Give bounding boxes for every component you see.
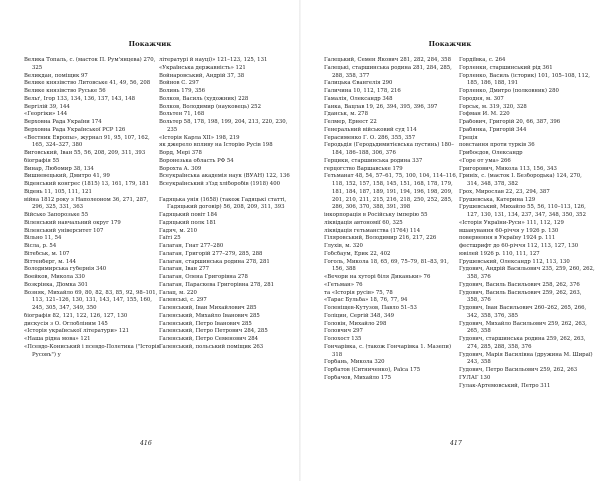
index-entry: Грушевський, Михайло 55, 56, 110–113, 126, 127, 130, 131, 134, 237, 347, 348, 350, 352: [459, 204, 586, 218]
index-entry: Гудович, старшинська родина 259, 262, 263, 274, 285, 288, 358, 376: [459, 336, 586, 350]
index-entry: Велика Топаль, с. (масток П. Рум'янцева) 270, 325: [24, 57, 156, 71]
index-entry: Грабович, Григорій 20, 66, 387, 396: [459, 119, 561, 125]
index-entry: Возняк, Михайло 69, 80, 82, 83, 85, 92, 98–101, 113, 121–126, 130, 131, 143, 147, 155, 160, 245, 305, 347, 349, 350: [24, 289, 158, 311]
index-entry: Галенський, Петро Іванович 285: [159, 320, 252, 327]
index-entry: Галенський, Петро Семенович 284: [159, 336, 259, 342]
index-entry: «Вестник Европы», журнал 91, 95, 107, 162, 165, 324–327, 380: [24, 134, 150, 149]
index-entry: Ворохта А. 309: [159, 165, 202, 172]
index-entry: Володимирська губернія 340: [24, 266, 107, 273]
page-header: Покажчик: [128, 40, 172, 48]
index-entry: Військо Запорозьке 55: [24, 212, 89, 218]
index-entry: Виговський, Іван 55, 56, 208, 209, 311, 393: [24, 150, 146, 156]
index-entry: Голеніщев-Кутузов, Павло 51–53: [324, 305, 417, 311]
index-entry: Гофман И. М. 220: [459, 111, 510, 118]
index-entry: Галицька Євангелія 290: [324, 80, 393, 87]
index-entry: літературі й науці)» 121–123, 125, 131: [159, 57, 268, 63]
index-entry: ліквідація гетьманства (1764) 114: [324, 227, 421, 234]
right-page: [300, 0, 600, 481]
index-entry: Гудович, Іван Васильович 260–262, 265, 266, 342, 358, 376, 385: [459, 305, 587, 319]
index-entry: вшанування 60-річчя у 1926 р. 130: [459, 227, 559, 234]
index-entry: біографія 82, 121, 122, 126, 127, 130: [24, 312, 128, 319]
index-entry: Воейков, Микола 330: [24, 274, 85, 280]
index-entry: Галаган, Олена Григорівна 278: [159, 274, 248, 280]
index-entry: Гіляровський, Володимир 216, 217, 226: [324, 235, 437, 242]
index-entry: «Наша рідна мова» 121: [24, 336, 91, 342]
index-entry: Галаган, старшинська родина 278, 281: [159, 258, 270, 265]
index-entry: Волков, Василь (художник) 228: [159, 95, 249, 102]
index-entry: Галецький, Семен Якович 281, 282, 284, 358: [324, 57, 451, 63]
index-entry: Горленко, Василь (історик) 101, 105–108, 112, 185, 186, 188, 191: [459, 72, 590, 87]
index-entry: Головчич 297: [324, 328, 363, 335]
index-entry: Гордіївка, с. 264: [459, 57, 506, 63]
index-entry: Галац, м. 220: [159, 289, 197, 296]
index-entry: Гданськ, м. 278: [324, 111, 368, 118]
index-entry: Гадяч, м. 210: [159, 227, 198, 234]
index-entry: Герасименко Г. О. 286, 355, 357: [324, 134, 416, 141]
index-entry: Горленко, Дмитро (полковник) 280: [459, 88, 559, 94]
index-column-1: [324, 57, 460, 383]
index-entry: Грох, Мирослав 22, 23, 294, 387: [459, 188, 550, 195]
index-entry: Гулак-Артемовський, Петро 311: [459, 382, 551, 389]
index-entry: Галаган, Іван 277: [159, 266, 210, 273]
index-entry: Городня, м. 307: [459, 95, 504, 102]
index-entry: повернення в Україну 1924 р. 111: [459, 235, 556, 242]
index-entry: Греція: [459, 134, 478, 141]
index-entry: Віттенберг, м. 144: [24, 258, 77, 265]
index-entry: Відень 11, 105, 111, 121: [24, 188, 92, 195]
index-entry: Галенський, польський поміщик 263: [159, 343, 264, 350]
index-entry: Гудович, Марія Василівна (дружина М. Шираї) 243, 358: [459, 351, 593, 366]
page-number: 417: [450, 440, 462, 447]
index-entry: Винар, Любомир 38, 134: [24, 165, 94, 172]
index-entry: біографія 55: [24, 157, 60, 164]
index-entry: Войнаровський, Андрій 37, 38: [159, 72, 245, 79]
index-entry: Гудович, Михайло Васильович 259, 262, 263, 265, 358: [459, 320, 587, 335]
index-entry: Голіцин, Сергій 348, 349: [324, 312, 395, 319]
index-entry: Галаган, Григорій 277–279, 285, 288: [159, 250, 263, 257]
index-entry: «Історія Карла XII» 198, 219: [159, 134, 240, 141]
index-entry: Галенські, с. 297: [159, 297, 207, 304]
index-entry: ГУЛАГ 130: [459, 374, 491, 381]
index-entry: Возкрінка, Дїомка 301: [24, 281, 88, 288]
index-entry: Волков, Володимир (науковець) 252: [159, 103, 261, 110]
index-entry: Ворд, Мері 378: [159, 150, 202, 156]
index-entry: інкорпорація в Російську імперію 55: [324, 212, 428, 218]
index-entry: Грушевська, Катерина 129: [459, 196, 536, 203]
index-entry: Горськ, м. 319, 320, 328: [459, 103, 527, 110]
index-column-1: [24, 57, 160, 359]
index-entry: «Історія України-Руси» 111, 112, 129: [459, 219, 564, 226]
index-entry: Войнов С. 297: [159, 80, 199, 87]
index-entry: Всеукраїнський з'їзд хліборобів (1918) 400: [159, 181, 280, 187]
index-entry: Віленський навчальний округ 179: [24, 219, 121, 226]
index-entry: Герцики, старшинська родина 337: [324, 157, 423, 164]
index-entry: Геродьдія (Геродьдимитієвська пустинь) 180–184, 186–188, 306, 376: [324, 142, 454, 156]
index-column-2: [159, 57, 295, 352]
index-entry: Горбачов, Михайло 175: [324, 374, 392, 381]
index-spacer: [159, 189, 295, 197]
index-entry: Вісла, р. 54: [24, 243, 57, 249]
index-entry: Великдан, поміщик 97: [24, 72, 88, 79]
index-entry: Гобсбаум, Ерик 22, 402: [324, 250, 391, 257]
index-entry: Воронезька область РФ 54: [159, 157, 234, 164]
index-entry: Верховна Рада України 174: [24, 119, 102, 125]
index-entry: Галецькі, старшинська родина 281, 284, 285, 288, 358, 377: [324, 64, 452, 79]
index-entry: Ганка, Вацлав 19, 26, 394, 395, 396, 397: [324, 103, 438, 110]
index-entry: Галенський, Іван Михайлович 285: [159, 305, 257, 311]
index-entry: ліквідація автономії 60, 325: [324, 219, 403, 226]
index-entry: Глухів, м. 320: [324, 243, 363, 249]
index-entry: Велике князівство Литовське 41, 49, 56, 208: [24, 80, 151, 87]
index-entry: «Горе от ума» 266: [459, 157, 511, 164]
index-entry: Гудович, Петро Васильович 259, 262, 263: [459, 367, 578, 373]
index-entry: Вельґ, Ігор 133, 134, 136, 137, 143, 148: [24, 95, 136, 102]
index-entry: «Псевдо-Кониський і псевдо-Полетика ("Історія Русовъ") у: [24, 343, 160, 358]
index-entry: Горбань, Микола 320: [324, 359, 385, 366]
index-entry: війна 1812 року з Наполеоном 36, 271, 287, 296, 325, 331, 363: [24, 196, 149, 211]
index-entry: Головін, Михайло 298: [324, 320, 387, 327]
index-entry: Віленський університет 107: [24, 227, 104, 234]
index-entry: Горленки, старшинський рід 361: [459, 64, 553, 71]
index-entry: Григорович, Микола 113, 156, 343: [459, 165, 557, 172]
index-entry: Вільно 11, 54: [24, 235, 62, 242]
index-entry: «Вечори на хуторі біля Диканьки» 76: [324, 274, 431, 280]
index-entry: Гелмер, Ернест 22: [324, 119, 377, 125]
index-entry: Грабянка, Григорій 344: [459, 126, 527, 133]
index-entry: фестшрифт до 60-річчя 112, 113, 127, 130: [459, 243, 579, 249]
index-entry: «Георгіки» 144: [24, 111, 68, 118]
index-entry: Гудович, Василь Васильович 259, 262, 263, 358, 376: [459, 289, 582, 304]
index-entry: Віденський конгрес (1815) 13, 161, 179, 181: [24, 181, 149, 187]
index-entry: Грибоєдов, Олександр: [459, 150, 523, 156]
index-entry: Вітебськ, м. 107: [24, 250, 70, 257]
index-entry: Голохост 135: [324, 336, 362, 342]
index-entry: Гадяцький повіт 184: [159, 212, 218, 218]
index-entry: та «Історія русів» 75, 78: [324, 289, 393, 296]
index-entry: Горбатов (Ситниченко), Раїса 175: [324, 367, 421, 373]
index-entry: Гончарівка, с. (також Гончарівка 1. Мазепи) 318: [324, 343, 452, 358]
index-entry: ювілей 1926 р. 110, 111, 127: [459, 250, 540, 257]
index-entry: дискусія з О. Оглобліним 145: [24, 320, 108, 327]
index-entry: Гудович, Василь Васильович 258, 262, 376: [459, 281, 580, 288]
index-entry: як джерело впливу на Історію Русів 198: [159, 142, 273, 149]
index-entry: «Тарас Бульба» 18, 76, 77, 94: [324, 297, 408, 304]
index-entry: «Історія української літератури» 121: [24, 328, 130, 335]
index-entry: Гаїті 25: [159, 235, 181, 242]
index-entry: Галенський, Петро Петрович 284, 285: [159, 328, 268, 335]
index-entry: Галаган, Гнат 277–280: [159, 243, 224, 249]
index-entry: герцогство Варшавське 179: [324, 165, 403, 172]
index-column-2: [459, 57, 595, 390]
index-entry: Вергілій 39, 144: [24, 103, 70, 110]
index-entry: Волинь 179, 356: [159, 88, 206, 94]
index-entry: Галенський, Михайло Іванович 285: [159, 312, 260, 319]
index-entry: Вольтен 71, 168: [159, 111, 205, 118]
page-header: Покажчик: [428, 40, 472, 48]
index-entry: Велике князівство Руське 56: [24, 88, 106, 94]
index-entry: Галичина 10, 112, 178, 216: [324, 88, 401, 94]
index-entry: Вишневецький, Дмитро 41, 99: [24, 173, 110, 180]
index-entry: Гриніх, с. (маєток І. Безбородька) 124, 270, 314, 348, 378, 382: [459, 173, 582, 187]
index-entry: Гоголь, Микола 18, 65, 69, 75–79, 81–83, 91, 156, 388: [324, 258, 449, 273]
page-number: 416: [140, 440, 152, 447]
index-entry: Вольтер 58, 178, 198, 199, 204, 213, 220, 230, 235: [159, 119, 288, 133]
index-entry: Гетьманат 48, 54, 57–61, 75, 100, 104, 114–116, 118, 152, 157, 158, 145, 151, 168, 178, 179, 181, 184, 187, 189, 191, 194, 196, 198, 209, 201, 210, 211, 215, 216, 218, 250, 252, 285, 286, 306, 370, 388, 391, 398: [324, 173, 458, 211]
index-entry: «Українська державність» 121: [159, 64, 246, 71]
index-entry: Гамалія, Олександр 348: [324, 95, 393, 102]
index-entry: Грушевський, Олександр 112, 113, 130: [459, 258, 570, 265]
index-entry: Верховна Рада Української РСР 126: [24, 126, 126, 133]
index-entry: Гудович, Андрій Васильович 235, 259, 260, 262, 358, 376: [459, 266, 595, 280]
index-entry: «Гетьман» 76: [324, 281, 363, 288]
index-entry: Всеукраїнська академія наук (ВУАН) 122, 136: [159, 173, 290, 180]
index-entry: повстання проти турків 36: [459, 142, 535, 149]
index-entry: Гадяцька унія (1658) (також Гадяцькі статті, Гадяцький договір) 56, 208, 209, 311, 393: [159, 196, 287, 211]
index-entry: Галаган, Параскева Григорівна 278, 281: [159, 281, 275, 288]
index-entry: Гадяцький полк 181: [159, 219, 217, 226]
index-entry: Генеральний військовий суд 114: [324, 126, 417, 133]
